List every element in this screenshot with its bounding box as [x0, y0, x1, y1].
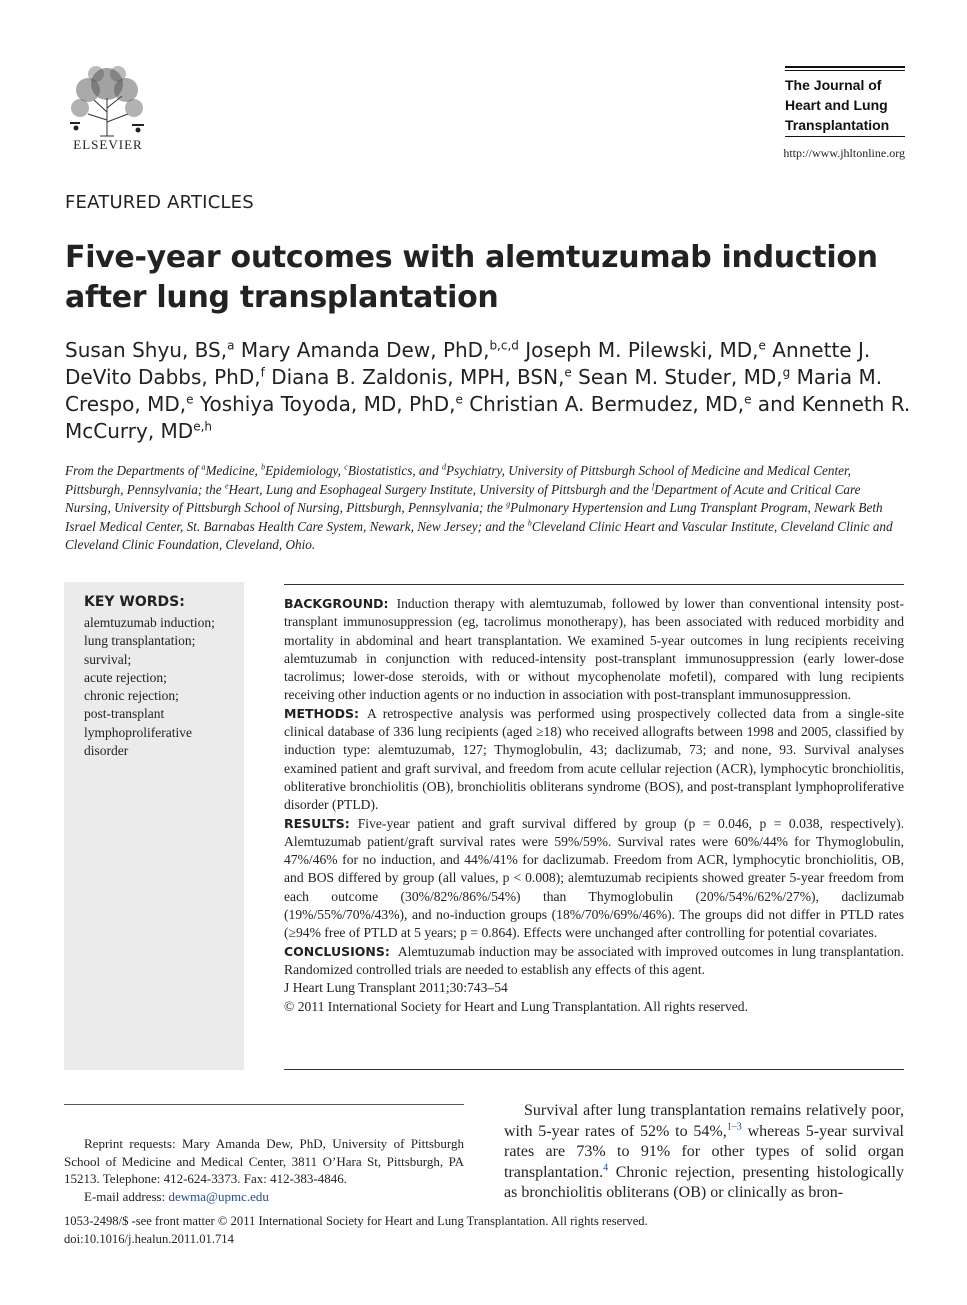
author-affiliation-mark: e: [186, 392, 194, 407]
author-affiliation-mark: g: [782, 365, 791, 380]
affiliation-mark: c: [344, 462, 348, 472]
abstract-methods-text: A retrospective analysis was performed using prospectively collected data from a single-site clinical database of 336 lung recipients (aged ≥18) who received allografts between 1998 and 2005, classified by induction type: alemtuzumab, 127; Thymoglobulin, 43; daclizumab, 73; and none, 93. Survival analyses examined patient and graft survival, and freedom from acute cellular rejection (ACR), lymphocytic bronchiolitis, obliterative bronchiolitis (OB), bronchiolitis obliterans syndrome (BOS), and post-transplant lymphoproliferative disorder (PTLD).: [284, 705, 904, 813]
keyword-item: chronic rejection;: [84, 688, 179, 704]
section-label: FEATURED ARTICLES: [65, 192, 254, 213]
front-matter: [64, 1213, 904, 1248]
author-name: Kenneth R. McCurry, MD: [65, 392, 911, 443]
body-text: [504, 1101, 904, 1204]
journal-title: [785, 75, 915, 135]
affiliation-mark: h: [527, 518, 532, 528]
abstract-background: [284, 595, 904, 705]
journal-title-line: The Journal of: [785, 77, 882, 93]
author-separator: and: [751, 392, 802, 416]
issn-line: 1053-2498/$ -see front matter © 2011 International Society for Heart and Lung Transplantation. All rights reserved.: [64, 1214, 648, 1228]
reference-link[interactable]: 4: [603, 1162, 609, 1174]
affiliation-mark: b: [261, 462, 266, 472]
author-name: Yoshiya Toyoda, MD, PhD,: [199, 392, 456, 416]
affiliation-text: Medicine,: [205, 463, 262, 478]
abstract-results-text: Five-year patient and graft survival differed by group (p = 0.046, p = 0.038, respectively). Alemtuzumab patient/graft survival rates were 59%/59%. Survival rates were 60%/44% for Thymoglobulin, 47%/46% for no induction, and 44%/41% for daclizumab. Freedom from ACR, lymphocytic bronchiolitis, OB, and BOS differed by group (all values, p < 0.008); alemtuzumab recipients showed greater 5-year freedom from each outcome (30%/82%/86%/54%) than Thymoglobulin (20%/54%/62%/27%), daclizumab (19%/55%/70%/43%), and no-induction groups (18%/70%/69%/46%). The groups did not differ in PTLD rates (≥94% free of PTLD at 5 years; p = 0.864). Effects were unchanged after controlling for potential covariates.: [284, 815, 904, 941]
affiliation-text: Department of Acute and Critical Care Nursing, University of Pittsburgh School of Nursing, Pittsburgh, Pennsylvania; the: [65, 481, 861, 516]
keyword-item: alemtuzumab induction;: [84, 615, 215, 630]
abstract-methods-label: METHODS:: [284, 705, 359, 721]
abstract-rule-bottom: [284, 1069, 904, 1070]
journal-title-line: Heart and Lung: [785, 97, 888, 113]
author-name: Joseph M. Pilewski, MD,: [525, 338, 759, 362]
author-affiliation-mark: e: [758, 338, 766, 353]
affiliation-text: Biostatistics, and: [347, 463, 442, 478]
journal-url-link[interactable]: http://www.jhltonline.org: [783, 146, 905, 160]
abstract-copyright: © 2011 International Society for Heart and Lung Transplantation. All rights reserved.: [284, 998, 748, 1014]
body-paragraph: [504, 1101, 904, 1204]
author-affiliation-mark: f: [260, 365, 265, 380]
abstract-citation: J Heart Lung Transplant 2011;30:743–54: [284, 980, 508, 996]
affiliation-text: Cleveland Clinic Heart and Vascular Institute, Cleveland Clinic and Cleveland Clinic Foundation, Cleveland, Ohio.: [65, 518, 893, 553]
author-affiliation-mark: a: [227, 338, 235, 353]
article-title: Five-year outcomes with alemtuzumab induction after lung transplantation: [65, 240, 878, 315]
abstract-results: [284, 815, 904, 943]
author-list: [65, 337, 915, 445]
author-name: Christian A. Bermudez, MD,: [469, 392, 745, 416]
keyword-item: lung transplantation;: [84, 633, 196, 649]
abstract-background-text: Induction therapy with alemtuzumab, followed by lower than conventional intensity post-transplant immunosuppression (eg, tacrolimus monotherapy), has been associated with reduced morbidity and mortality in abdominal and heart transplantation. We examined 5-year outcomes in lung recipients receiving alemtuzumab in conjunction with reduced-intensity post-transplant immunosuppression (early lower-dose tacrolimus; lower-dose steroids, with or without mycophenolate mofetil), compared with lung recipients receiving other induction agents or no induction in association with post-transplant immunosuppression.: [284, 596, 904, 703]
affiliation-text: Psychiatry, University of Pittsburgh School of Medicine and Medical Center, Pittsburgh, Pennsylvania; the: [65, 463, 851, 497]
affiliation-text: Pulmonary Hypertension and Lung Transplant Program, Newark Beth Israel Medical Center, St. Barnabas Health Care System, Newark, New Jersey; and the: [65, 500, 883, 534]
reprint-text: Reprint requests: Mary Amanda Dew, PhD, University of Pittsburgh School of Medicine and Medical Center, 3811 O’Hara St, Pittsburgh, PA 15213. Telephone: 412-624-3373. Fax: 412-383-4846.: [64, 1136, 464, 1186]
journal-rule-bottom: [785, 136, 905, 137]
abstract-background-label: BACKGROUND:: [284, 596, 389, 611]
author-affiliation-mark: e: [564, 365, 572, 380]
author-name: Sean M. Studer, MD,: [578, 365, 783, 389]
author-name: Maria M. Crespo, MD,: [65, 365, 883, 416]
affiliation-text: Heart, Lung and Esophageal Surgery Institute, University of Pittsburgh and the: [228, 481, 653, 497]
author-name: Diana B. Zaldonis, MPH, BSN,: [271, 365, 565, 389]
author-name: Mary Amanda Dew, PhD,: [240, 338, 490, 362]
reference-link[interactable]: 1–3: [726, 1121, 742, 1133]
keywords-list: [84, 614, 234, 760]
affiliation-text: From the Departments of: [65, 463, 202, 478]
body-text-run: Chronic rejection, presenting histologically as bronchiolitis obliterans (OB) or clinically as bron-: [504, 1163, 904, 1202]
journal-rule-top-thin: [785, 70, 905, 71]
abstract: [284, 595, 904, 1016]
doi-line: doi:10.1016/j.healun.2011.01.714: [64, 1231, 234, 1246]
email-link[interactable]: dewma@upmc.edu: [168, 1188, 269, 1204]
affiliation-mark: d: [442, 462, 446, 472]
author-affiliation-mark: b,c,d: [489, 338, 519, 353]
keyword-item: survival;: [84, 651, 132, 667]
author-affiliation-mark: e: [744, 392, 752, 407]
affiliation-mark: f: [652, 481, 655, 491]
body-text-run: Survival after lung transplantation remains relatively poor, with 5-year rates of 52% to 54%,: [504, 1102, 904, 1140]
affiliation-mark: a: [201, 462, 206, 472]
keywords-heading: KEY WORDS:: [84, 594, 185, 610]
author-name: Annette J. DeVito Dabbs, PhD,: [65, 338, 871, 389]
abstract-rule-top: [284, 584, 904, 585]
journal-rule-top: [785, 66, 905, 68]
author-affiliation-mark: e: [455, 392, 463, 407]
keyword-item: post-transplant lymphoproliferative disorder: [84, 706, 192, 759]
affiliation-text: Epidemiology,: [265, 463, 345, 478]
reprint-requests: [64, 1135, 464, 1205]
body-text-run: whereas 5-year survival rates are 73% to 91% for other types of solid organ transplantation.: [504, 1122, 904, 1181]
abstract-conclusions-label: CONCLUSIONS:: [284, 943, 390, 959]
affiliations: [65, 462, 905, 555]
affiliation-mark: g: [506, 499, 511, 509]
abstract-conclusions: [284, 943, 904, 980]
author-affiliation-mark: e,h: [193, 419, 213, 434]
journal-title-line: Transplantation: [785, 117, 890, 133]
keyword-item: acute rejection;: [84, 669, 167, 685]
abstract-results-label: RESULTS:: [284, 815, 350, 831]
affiliation-mark: e: [224, 481, 229, 491]
reprint-email-line: [64, 1188, 464, 1206]
abstract-methods: [284, 705, 904, 815]
email-label: E-mail address:: [84, 1188, 166, 1204]
footnote-rule: [64, 1104, 464, 1105]
author-name: Susan Shyu, BS,: [65, 338, 228, 362]
abstract-conclusions-text: Alemtuzumab induction may be associated with improved outcomes in lung transplantation. Randomized controlled trials are needed to establish any effects of this agent.: [284, 943, 904, 977]
publisher-name: ELSEVIER: [73, 137, 143, 152]
